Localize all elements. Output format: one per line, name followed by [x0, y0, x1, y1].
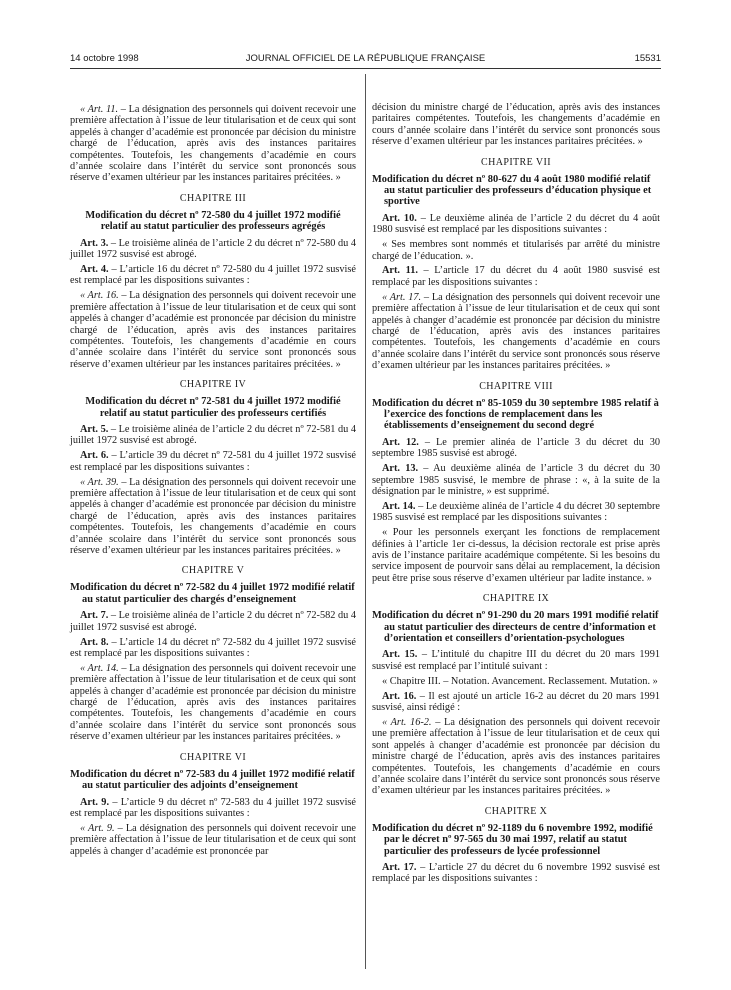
section-heading: Modification du décret nº 80-627 du 4 août 1980 modifié relatif au statut particulier des professeurs d’éducation physique et sportive [372, 173, 652, 208]
article: Art. 8. – L’article 14 du décret nº 72-582 du 4 juillet 1972 susvisé est remplacé par les dispositions suivantes : [70, 636, 356, 659]
section-heading: Modification du décret nº 85-1059 du 30 septembre 1985 relatif à l’exercice des fonctions de remplacement dans les établissements d’enseignement du second degré [372, 397, 659, 432]
header-date: 14 octobre 1998 [70, 53, 139, 64]
article-quote: « Art. 14. – La désignation des personnels qui doivent recevoir une première affectation à l’issue de leur titularisation et de ceux qui sont appelés à changer d’académie est prononcée par décision du ministre chargé de l’éducation, après avis des instances paritaires compétentes. Toutefois, les changements d’académie en cours d’année scolaire dans l’intérêt du service sont prononcés sous réserve d’examen ultérieur par les instances paritaires précitées. » [70, 662, 356, 743]
chapter-title: CHAPITRE VI [179, 751, 247, 763]
article-quote: « Pour les personnels exerçant les fonctions de remplacement définies à l’article 1er ci-dessus, la décision rectorale est prise après avis de l’instance paritaire académique compétente. Si les besoins du service imposent de pourvoir sans délai au remplacement, la décision peut être prise sous réserve d’examen ultérieur par ladite instance. » [372, 527, 660, 584]
article-quote: « Art. 16-2. – La désignation des personnels qui doivent recevoir une première affectation à l’issue de leur titularisation et de ceux qui sont appelés à changer d’académie est prononcée par décision du ministre chargé de l’éducation, après avis des instances paritaires compétentes. Toutefois, les changements d’académie en cours d’année scolaire dans l’intérêt du service sont prononcés sous réserve d’examen ultérieur par les instances paritaires précitées. » [372, 716, 660, 797]
header-journal-title: JOURNAL OFFICIEL DE LA RÉPUBLIQUE FRANÇAISE [245, 53, 486, 64]
article: Art. 6. – L’article 39 du décret nº 72-581 du 4 juillet 1972 susvisé est remplacé par les dispositions suivantes : [70, 450, 356, 473]
paragraph: « Art. 11. – La désignation des personnels qui doivent recevoir une première affectation à l’issue de leur titularisation et de ceux qui sont appelés à changer d’académie est prononcée par décision du ministre chargé de l’éducation, après avis des instances paritaires compétentes. Toutefois, les changements d’académie en cours d’année scolaire dans l’intérêt du service sont prononcés sous réserve d’examen ultérieur par les instances paritaires précitées. » [70, 104, 356, 184]
section-heading: Modification du décret nº 72-580 du 4 juillet 1972 modifié relatif au statut particulier des professeurs agrégés [85, 209, 341, 233]
right-column [372, 102, 660, 888]
left-column [70, 104, 356, 861]
paragraph: décision du ministre chargé de l’éducation, après avis des instances paritaires compétentes. Toutefois, les changements d’académie en cours d’année scolaire dans l’intérêt du service sont prononcés sous réserve d’examen ultérieur par les instances paritaires précitées. » [372, 102, 660, 148]
section-heading: Modification du décret nº 72-582 du 4 juillet 1972 modifié relatif au statut particulier des chargés d’enseignement [70, 582, 355, 605]
article: Art. 11. – L’article 17 du décret du 4 août 1980 susvisé est remplacé par les dispositions suivantes : [372, 265, 660, 288]
section-heading: Modification du décret nº 91-290 du 20 mars 1991 modifié relatif au statut particulier des directeurs de centre d’information et d’orientation et conseillers d’orientation-psychologues [372, 610, 659, 645]
article: Art. 3. – Le troisième alinéa de l’article 2 du décret nº 72-580 du 4 juillet 1972 susvisé est abrogé. [70, 237, 356, 261]
article: Art. 9. – L’article 9 du décret nº 72-583 du 4 juillet 1972 susvisé est remplacé par les dispositions suivantes : [70, 796, 357, 819]
article: Art. 5. – Le troisième alinéa de l’article 2 du décret nº 72-581 du 4 juillet 1972 susvisé est abrogé. [70, 423, 356, 447]
article: Art. 7. – Le troisième alinéa de l’article 2 du décret nº 72-582 du 4 juillet 1972 susvisé est abrogé. [70, 610, 356, 633]
article: Art. 15. – L’intitulé du chapitre III du décret du 20 mars 1991 susvisé est remplacé par l’intitulé suivant : [372, 649, 660, 672]
section-heading: Modification du décret nº 72-581 du 4 juillet 1972 modifié relatif au statut particulier des professeurs certifiés [85, 396, 341, 419]
header-page-number: 15531 [634, 53, 661, 64]
article: Art. 4. – L’article 16 du décret nº 72-580 du 4 juillet 1972 susvisé est remplacé par les dispositions suivantes : [70, 263, 356, 287]
article: Art. 17. – L’article 27 du décret du 6 novembre 1992 susvisé est remplacé par les dispositions suivantes : [372, 862, 660, 885]
chapter-title: CHAPITRE X [484, 805, 548, 817]
header-rule [70, 68, 661, 69]
article: Art. 10. – Le deuxième alinéa de l’article 2 du décret du 4 août 1980 susvisé est remplacé par les dispositions suivantes : [372, 212, 660, 236]
article-quote: « Chapitre III. – Notation. Avancement. Reclassement. Mutation. » [382, 675, 658, 687]
article: Art. 13. – Au deuxième alinéa de l’article 3 du décret du 30 septembre 1985 susvisé, le membre de phrase : «, à la suite de la désignation par le ministre, » est supprimé. [372, 463, 660, 497]
article-quote: « Art. 9. – La désignation des personnels qui doivent recevoir une première affectation à l’issue de leur titularisation et de ceux qui sont appelés à changer d’académie est prononcée par [70, 822, 356, 857]
column-divider [365, 74, 366, 969]
section-heading: Modification du décret nº 92-1189 du 6 novembre 1992, modifié par le décret nº 97-565 du 30 mai 1997, relatif au statut particulier des professeurs de lycée professionnel [372, 822, 653, 857]
article: Art. 16. – Il est ajouté un article 16-2 au décret du 20 mars 1991 susvisé, ainsi rédigé : [372, 690, 660, 714]
chapter-title: CHAPITRE VIII [479, 380, 553, 392]
article-quote: « Ses membres sont nommés et titularisés par arrêté du ministre chargé de l’éducation. ». [372, 239, 660, 262]
chapter-title: CHAPITRE VII [481, 156, 551, 168]
page-header [70, 53, 661, 69]
article-quote: « Art. 16. – La désignation des personnels qui doivent recevoir une première affectation à l’issue de leur titularisation et de ceux qui sont appelés à changer d’académie est prononcée par décision du ministre chargé de l’éducation, après avis des instances paritaires compétentes. Toutefois, les changements d’académie en cours d’année scolaire dans l’intérêt du service sont prononcés sous réserve d’examen ultérieur par les instances paritaires précitées. » [70, 290, 356, 370]
chapter-title: CHAPITRE IX [482, 593, 550, 605]
chapter-title: CHAPITRE III [179, 192, 247, 204]
chapter-title: CHAPITRE IV [179, 379, 247, 391]
article-quote: « Art. 39. – La désignation des personnels qui doivent recevoir une première affectation à l’issue de leur titularisation et de ceux qui sont appelés à changer d’académie est prononcée par décision du ministre chargé de l’éducation, après avis des instances paritaires compétentes. Toutefois, les changements d’académie en cours d’année scolaire dans l’intérêt du service sont prononcés sous réserve d’examen ultérieur par les instances paritaires précitées. » [70, 476, 356, 556]
article-quote: « Art. 17. – La désignation des personnels qui doivent recevoir une première affectation à l’issue de leur titularisation et de ceux qui sont appelés à changer d’académie est prononcée par décision du ministre chargé de l’éducation, après avis des instances paritaires compétentes. Toutefois, les changements d’académie en cours d’année scolaire dans l’intérêt du service sont prononcés sous réserve d’examen ultérieur par les instances paritaires précitées. » [372, 291, 660, 372]
chapter-title: CHAPITRE V [181, 565, 245, 577]
section-heading: Modification du décret nº 72-583 du 4 juillet 1972 modifié relatif au statut particulier des adjoints d’enseignement [70, 768, 355, 792]
article: Art. 14. – Le deuxième alinéa de l’article 4 du décret 30 septembre 1985 susvisé est remplacé par les dispositions suivantes : [372, 500, 660, 524]
article: Art. 12. – Le premier alinéa de l’article 3 du décret du 30 septembre 1985 susvisé est abrogé. [372, 436, 660, 460]
